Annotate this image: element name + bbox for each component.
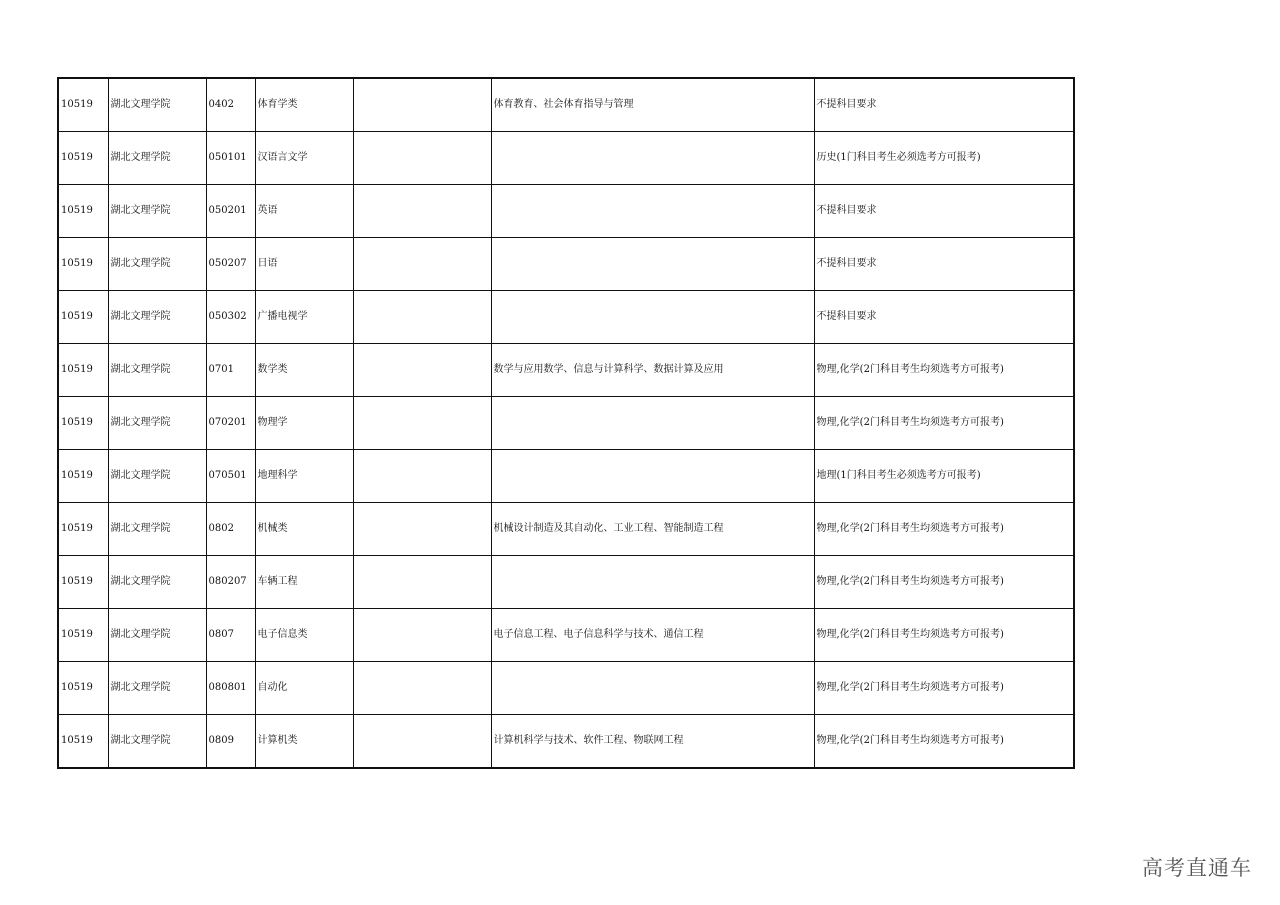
major-name-cell: 自动化: [255, 662, 353, 715]
major-requirements-table: [57, 77, 1075, 769]
note-cell: [353, 450, 491, 503]
subject-requirement-cell: 物理,化学(2门科目考生均须选考方可报考): [814, 556, 1074, 609]
major-name-cell: 英语: [255, 185, 353, 238]
note-cell: [353, 238, 491, 291]
included-majors-cell: [491, 238, 814, 291]
included-majors-cell: [491, 132, 814, 185]
subject-requirement-cell: 物理,化学(2门科目考生均须选考方可报考): [814, 344, 1074, 397]
included-majors-cell: 数学与应用数学、信息与计算科学、数据计算及应用: [491, 344, 814, 397]
note-cell: [353, 609, 491, 662]
subject-requirement-cell: 不提科目要求: [814, 238, 1074, 291]
table-row: [58, 556, 1074, 609]
school-code-cell: 10519: [58, 662, 108, 715]
table-row: [58, 609, 1074, 662]
subject-requirement-cell: 历史(1门科目考生必须选考方可报考): [814, 132, 1074, 185]
subject-requirement-cell: 物理,化学(2门科目考生均须选考方可报考): [814, 662, 1074, 715]
major-name-cell: 地理科学: [255, 450, 353, 503]
school-code-cell: 10519: [58, 503, 108, 556]
subject-requirement-cell: 物理,化学(2门科目考生均须选考方可报考): [814, 609, 1074, 662]
major-name-cell: 体育学类: [255, 78, 353, 132]
subject-requirement-cell: 地理(1门科目考生必须选考方可报考): [814, 450, 1074, 503]
note-cell: [353, 132, 491, 185]
school-name-cell: 湖北文理学院: [108, 715, 206, 769]
major-code-cell: 050302: [206, 291, 255, 344]
included-majors-cell: [491, 556, 814, 609]
school-name-cell: 湖北文理学院: [108, 344, 206, 397]
school-code-cell: 10519: [58, 291, 108, 344]
major-name-cell: 计算机类: [255, 715, 353, 769]
major-name-cell: 数学类: [255, 344, 353, 397]
school-code-cell: 10519: [58, 450, 108, 503]
table-row: [58, 185, 1074, 238]
major-name-cell: 电子信息类: [255, 609, 353, 662]
table-row: [58, 344, 1074, 397]
school-code-cell: 10519: [58, 132, 108, 185]
school-code-cell: 10519: [58, 556, 108, 609]
major-code-cell: 070501: [206, 450, 255, 503]
included-majors-cell: [491, 662, 814, 715]
school-name-cell: 湖北文理学院: [108, 397, 206, 450]
subject-requirement-cell: 不提科目要求: [814, 78, 1074, 132]
school-name-cell: 湖北文理学院: [108, 503, 206, 556]
school-code-cell: 10519: [58, 344, 108, 397]
major-code-cell: 050207: [206, 238, 255, 291]
school-name-cell: 湖北文理学院: [108, 450, 206, 503]
included-majors-cell: [491, 450, 814, 503]
subject-requirement-cell: 不提科目要求: [814, 185, 1074, 238]
note-cell: [353, 185, 491, 238]
table-row: [58, 238, 1074, 291]
major-name-cell: 广播电视学: [255, 291, 353, 344]
subject-requirement-cell: 物理,化学(2门科目考生均须选考方可报考): [814, 503, 1074, 556]
table-body: [58, 78, 1074, 768]
included-majors-cell: [491, 397, 814, 450]
note-cell: [353, 397, 491, 450]
included-majors-cell: [491, 291, 814, 344]
note-cell: [353, 556, 491, 609]
major-code-cell: 050201: [206, 185, 255, 238]
table-row: [58, 450, 1074, 503]
watermark-text: 高考直通车: [1142, 856, 1252, 880]
school-code-cell: 10519: [58, 78, 108, 132]
note-cell: [353, 662, 491, 715]
major-code-cell: 070201: [206, 397, 255, 450]
subject-requirement-cell: 物理,化学(2门科目考生均须选考方可报考): [814, 715, 1074, 769]
school-name-cell: 湖北文理学院: [108, 185, 206, 238]
school-name-cell: 湖北文理学院: [108, 132, 206, 185]
major-name-cell: 机械类: [255, 503, 353, 556]
table-row: [58, 662, 1074, 715]
school-name-cell: 湖北文理学院: [108, 78, 206, 132]
major-code-cell: 0402: [206, 78, 255, 132]
major-code-cell: 050101: [206, 132, 255, 185]
note-cell: [353, 503, 491, 556]
school-code-cell: 10519: [58, 715, 108, 769]
school-code-cell: 10519: [58, 238, 108, 291]
subject-requirement-cell: 物理,化学(2门科目考生均须选考方可报考): [814, 397, 1074, 450]
school-name-cell: 湖北文理学院: [108, 238, 206, 291]
major-code-cell: 080207: [206, 556, 255, 609]
school-name-cell: 湖北文理学院: [108, 556, 206, 609]
included-majors-cell: 计算机科学与技术、软件工程、物联网工程: [491, 715, 814, 769]
note-cell: [353, 715, 491, 769]
major-code-cell: 0701: [206, 344, 255, 397]
included-majors-cell: [491, 185, 814, 238]
included-majors-cell: 机械设计制造及其自动化、工业工程、智能制造工程: [491, 503, 814, 556]
school-name-cell: 湖北文理学院: [108, 609, 206, 662]
school-name-cell: 湖北文理学院: [108, 662, 206, 715]
school-code-cell: 10519: [58, 609, 108, 662]
school-code-cell: 10519: [58, 185, 108, 238]
included-majors-cell: 电子信息工程、电子信息科学与技术、通信工程: [491, 609, 814, 662]
table-row: [58, 291, 1074, 344]
school-code-cell: 10519: [58, 397, 108, 450]
table-row: [58, 78, 1074, 132]
note-cell: [353, 78, 491, 132]
table-row: [58, 397, 1074, 450]
major-code-cell: 0802: [206, 503, 255, 556]
major-name-cell: 汉语言文学: [255, 132, 353, 185]
major-code-cell: 080801: [206, 662, 255, 715]
major-name-cell: 物理学: [255, 397, 353, 450]
table-row: [58, 503, 1074, 556]
major-code-cell: 0807: [206, 609, 255, 662]
note-cell: [353, 291, 491, 344]
school-name-cell: 湖北文理学院: [108, 291, 206, 344]
major-name-cell: 车辆工程: [255, 556, 353, 609]
major-name-cell: 日语: [255, 238, 353, 291]
subject-requirement-cell: 不提科目要求: [814, 291, 1074, 344]
table-row: [58, 132, 1074, 185]
note-cell: [353, 344, 491, 397]
included-majors-cell: 体育教育、社会体育指导与管理: [491, 78, 814, 132]
major-code-cell: 0809: [206, 715, 255, 769]
table-row: [58, 715, 1074, 769]
